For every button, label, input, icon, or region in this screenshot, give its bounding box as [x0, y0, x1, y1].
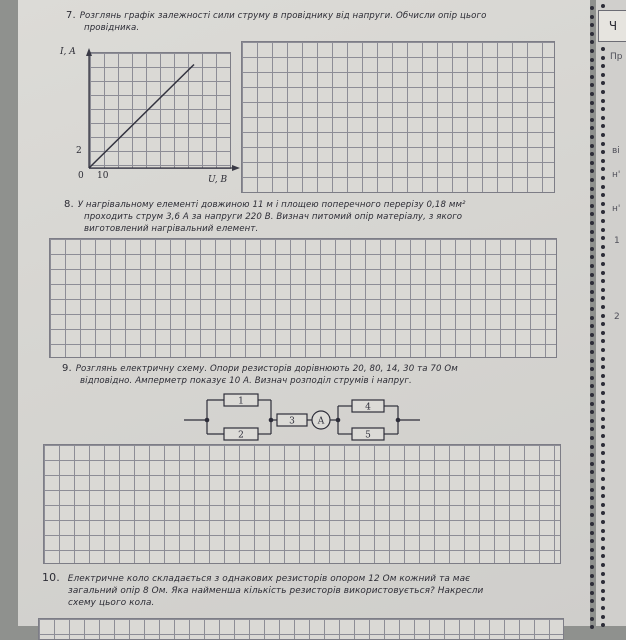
question-number: 9.: [62, 363, 72, 374]
side-fragment: н': [612, 204, 621, 214]
answer-grid-q10[interactable]: [38, 618, 564, 640]
question-number: 7.: [66, 10, 76, 21]
question-number: 10.: [42, 571, 60, 584]
side-tab: Ч: [598, 10, 626, 42]
side-fragment: н': [612, 170, 621, 180]
question-text: відповідно. Амперметр показує 10 А. Визнач розподіл струмів і напруг.: [80, 376, 412, 386]
question-text: проходить струм 3,6 А за напруги 220 В. Визнач питомий опір матеріалу, з якого: [84, 212, 463, 222]
resistor-label-2: 2: [238, 430, 244, 441]
side-fragment: Пр: [610, 52, 623, 62]
resistor-label-1: 1: [238, 396, 244, 407]
resistor-label-5: 5: [365, 430, 371, 441]
side-fragment: 1: [614, 236, 620, 246]
answer-grid-q9[interactable]: [43, 444, 561, 564]
question-text: У нагрівальному елементі довжиною 11 м і площею поперечного перерізу 0,18 мм²: [77, 200, 466, 210]
question-number: 8.: [64, 199, 74, 210]
x-axis-label: U, B: [208, 175, 228, 185]
question-text: Розглянь електричну схему. Опори резисторів дорівнюють 20, 80, 14, 30 та 70 Ом: [75, 364, 458, 374]
question-text: виготовлений нагрівальний елемент.: [84, 224, 259, 234]
ammeter-label: A: [317, 416, 325, 427]
x-tick-label: 0: [78, 171, 84, 181]
question-text: загальний опір 8 Ом. Яка найменша кількість резисторів використовується? Накресли: [68, 586, 484, 596]
y-tick-label: 2: [76, 146, 82, 156]
question-text: схему цього кола.: [68, 598, 155, 608]
resistor-label-4: 4: [365, 402, 371, 413]
x-tick-label: 10: [97, 171, 109, 181]
resistor-label-3: 3: [289, 416, 295, 427]
question-text: Розглянь графік залежності сили струму в провіднику від напруги. Обчисли опір цього: [79, 11, 487, 21]
question-text: Електричне коло складається з однакових резисторів опором 12 Ом кожний та має: [67, 574, 471, 584]
side-fragment: 2: [614, 312, 620, 322]
y-axis-label: I, A: [60, 47, 76, 57]
question-10: [42, 572, 582, 609]
question-text: провідника.: [84, 23, 140, 33]
side-fragment: ві: [612, 146, 620, 156]
